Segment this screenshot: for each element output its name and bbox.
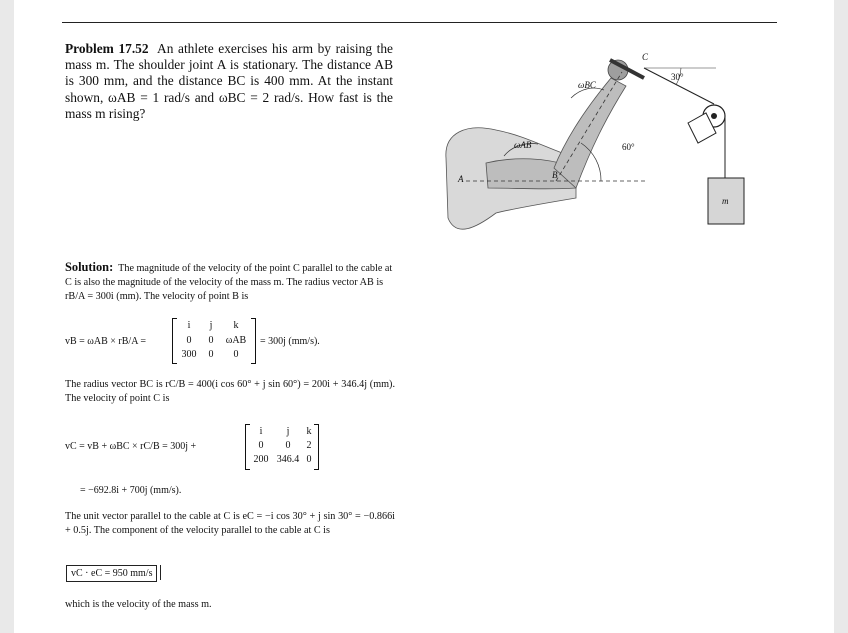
paragraph-3: The unit vector parallel to the cable at C is eC = −i cos 30° + j sin 30° = −0.866i + 0.5j. The component of the velocity parallel to the cable at C is (65, 511, 395, 536)
paragraph-2: The radius vector BC is rC/B = 400(i cos 60° + j sin 60°) = 200i + 346.4j (mm). The velocity of point C is (65, 379, 395, 404)
arm-illustration (426, 38, 756, 248)
problem-text: An athlete exercises his arm by raising the mass m. The shoulder joint A is stationary. The distance AB is 300 mm, and the distance BC is 400 mm. At the instant shown, ωAB = 1 rad/s and ωBC = 2 rad/s. How fast is the mass m rising? (65, 41, 393, 121)
label-c: C (642, 52, 649, 62)
eq1-m8: 0 (233, 349, 239, 360)
top-rule (62, 22, 777, 23)
label-angle-60: 60° (622, 142, 635, 152)
answer-text: vC · eC = 950 mm/s (71, 568, 153, 579)
forearm (554, 78, 626, 188)
label-b: B (552, 170, 558, 180)
eq1-m6: 300 (181, 349, 197, 360)
solution-intro (65, 261, 395, 303)
label-angle-30: 30° (671, 72, 684, 82)
label-a: A (458, 174, 464, 184)
eq1-bracket-right (251, 318, 256, 364)
eq2-result: = −692.8i + 700j (mm/s). (80, 485, 182, 496)
eq1-lhs: vB = ωAB × rB/A = (65, 336, 147, 347)
eq1-m5: ωAB (225, 335, 247, 346)
answer-box (66, 565, 157, 582)
eq1-bracket-left (172, 318, 177, 364)
eq1-m4: 0 (208, 335, 214, 346)
eq1-m2: k (233, 320, 239, 331)
problem-number: Problem 17.52 (65, 41, 149, 56)
eq2-m2: k (306, 426, 312, 437)
eq2-m8: 0 (306, 454, 312, 465)
eq2-m6: 200 (253, 454, 269, 465)
eq1-m1: j (209, 320, 213, 331)
eq1-m0: i (187, 320, 191, 331)
label-m: m (722, 196, 729, 206)
eq2-lhs: vC = vB + ωBC × rC/B = 300j + (65, 441, 197, 452)
eq1-m3: 0 (186, 335, 192, 346)
eq2-m5: 2 (306, 440, 312, 451)
eq2-m4: 0 (285, 440, 291, 451)
eq2-m1: j (286, 426, 290, 437)
solution-intro-text: The magnitude of the velocity of the point C parallel to the cable at C is also the magnitude of the velocity of the mass m. The radius vector AB is rB/A = 300i (mm). The velocity of point B is (65, 263, 393, 302)
eq1-m7: 0 (208, 349, 214, 360)
label-omega-ab: ωAB (514, 140, 532, 150)
solution-label: Solution: (65, 260, 114, 274)
eq2-m7: 346.4 (276, 454, 300, 465)
eq1-rhs: = 300j (mm/s). (260, 336, 320, 347)
eq2-m0: i (259, 426, 263, 437)
arm-figure (426, 38, 756, 248)
problem-statement (65, 41, 393, 122)
label-omega-bc: ωBC (578, 80, 596, 90)
final-statement: which is the velocity of the mass m. (65, 599, 212, 610)
pulley-hub (711, 113, 717, 119)
textbook-page (14, 0, 834, 633)
eq2-m3: 0 (258, 440, 264, 451)
